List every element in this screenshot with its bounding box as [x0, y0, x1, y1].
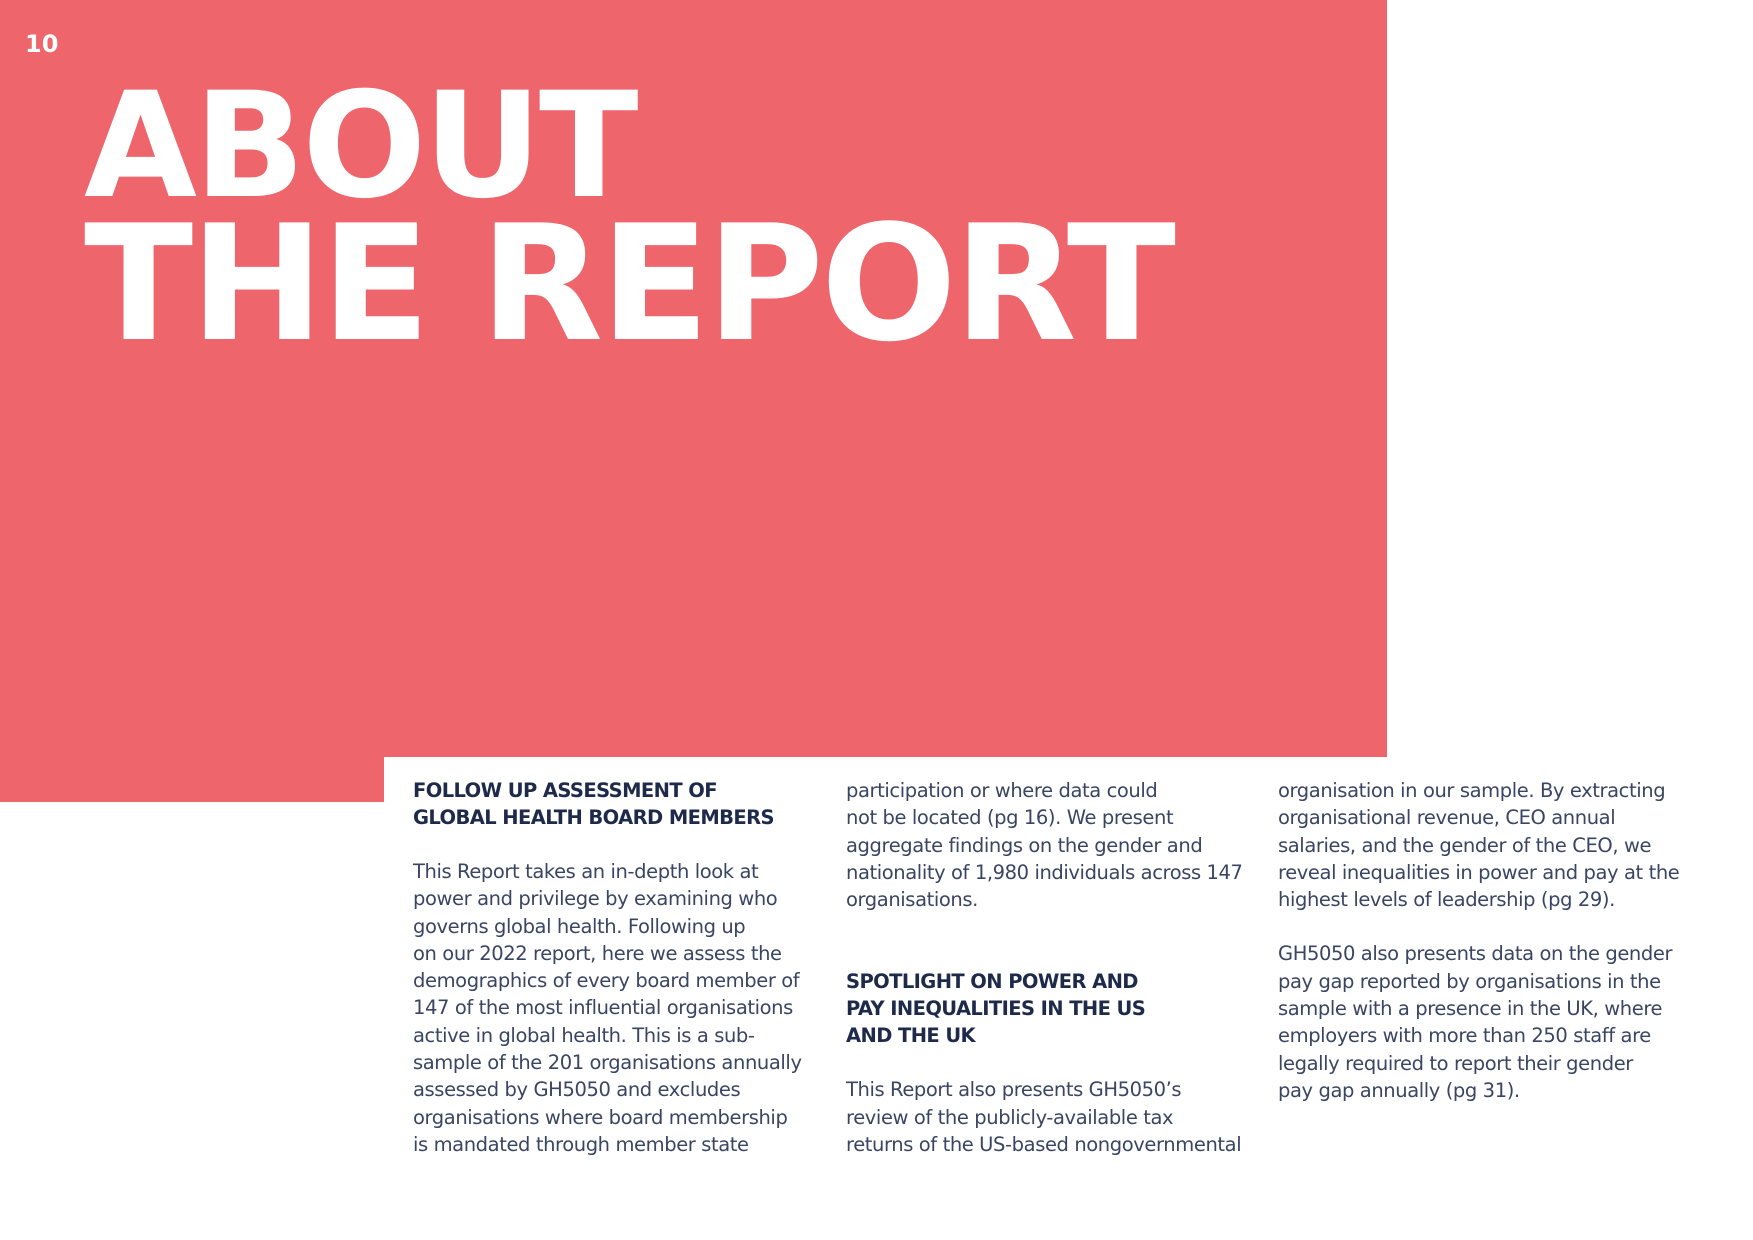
- body-line: review of the publicly-available tax: [846, 1105, 1174, 1129]
- body-line: pay gap annually (pg 31).: [1278, 1078, 1520, 1102]
- body-line: nationality of 1,980 individuals across 147: [846, 860, 1243, 884]
- body-line: legally required to report their gender: [1278, 1051, 1633, 1075]
- text-column-2: [846, 777, 1256, 1158]
- page-title-line-1: ABOUT: [84, 61, 636, 231]
- follow-up-body-continued: [846, 777, 1256, 913]
- body-line: sample of the 201 organisations annually: [413, 1051, 802, 1075]
- body-line: on our 2022 report, here we assess the: [413, 941, 782, 965]
- heading-line: AND THE UK: [846, 1024, 976, 1048]
- uk-pay-gap-body: [1278, 940, 1698, 1104]
- body-line: organisations where board membership: [413, 1105, 788, 1129]
- heading-line: SPOTLIGHT ON POWER AND: [846, 970, 1138, 994]
- body-line: organisation in our sample. By extracting: [1278, 779, 1666, 802]
- body-line: organisational revenue, CEO annual: [1278, 806, 1616, 830]
- heading-line: PAY INEQUALITIES IN THE US: [846, 997, 1146, 1021]
- heading-line: GLOBAL HEALTH BOARD MEMBERS: [413, 806, 774, 829]
- spotlight-body: [846, 1076, 1256, 1158]
- body-line: 147 of the most influential organisations: [413, 996, 793, 1020]
- body-line: power and privilege by examining who: [413, 887, 778, 911]
- page-title-line-2: THE REPORT: [84, 190, 1173, 377]
- body-line: participation or where data could: [846, 779, 1158, 802]
- body-line: demographics of every board member of: [413, 969, 800, 993]
- heading-line: FOLLOW UP ASSESSMENT OF: [413, 779, 717, 802]
- follow-up-body: [413, 858, 823, 1158]
- page-title: [84, 61, 1173, 377]
- body-line: salaries, and the gender of the CEO, we: [1278, 833, 1652, 857]
- body-line: This Report also presents GH5050’s: [846, 1078, 1182, 1102]
- body-line: employers with more than 250 staff are: [1278, 1024, 1651, 1048]
- body-line: aggregate findings on the gender and: [846, 833, 1203, 857]
- spotlight-body-continued: [1278, 777, 1698, 913]
- body-line: sample with a presence in the UK, where: [1278, 997, 1663, 1021]
- body-line: reveal inequalities in power and pay at the: [1278, 860, 1680, 884]
- hero-banner-tab: [0, 757, 384, 802]
- page-number: 10: [25, 30, 59, 58]
- body-line: not be located (pg 16). We present: [846, 806, 1174, 830]
- body-line: organisations.: [846, 888, 978, 912]
- body-line: GH5050 also presents data on the gender: [1278, 942, 1673, 966]
- follow-up-heading: [413, 777, 823, 831]
- body-line: governs global health. Following up: [413, 914, 746, 938]
- body-line: This Report takes an in-depth look at: [413, 860, 759, 883]
- body-line: assessed by GH5050 and excludes: [413, 1078, 741, 1102]
- body-line: active in global health. This is a sub-: [413, 1023, 755, 1047]
- text-column-3: [1278, 777, 1698, 1104]
- body-line: returns of the US-based nongovernmental: [846, 1133, 1242, 1157]
- spotlight-heading: [846, 968, 1256, 1049]
- text-column-1: [413, 777, 823, 1158]
- body-line: highest levels of leadership (pg 29).: [1278, 888, 1615, 912]
- body-line: pay gap reported by organisations in the: [1278, 969, 1661, 993]
- body-line: is mandated through member state: [413, 1132, 749, 1156]
